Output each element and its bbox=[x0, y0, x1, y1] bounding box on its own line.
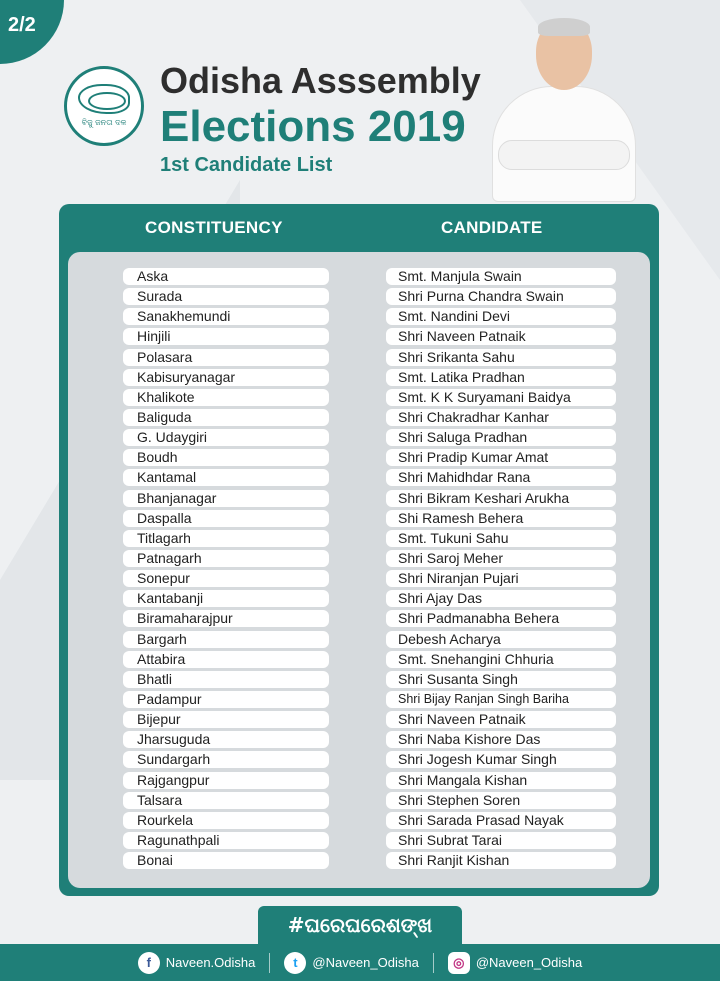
column-header-candidate: CANDIDATE bbox=[441, 218, 543, 237]
constituency-cell: Talsara bbox=[123, 792, 329, 809]
candidate-cell: Smt. Snehangini Chhuria bbox=[386, 651, 616, 668]
constituency-cell: Biramaharajpur bbox=[123, 610, 329, 627]
constituency-cell: Boudh bbox=[123, 449, 329, 466]
twitter-icon: t bbox=[284, 952, 306, 974]
candidate-cell: Shri Saluga Pradhan bbox=[386, 429, 616, 446]
candidate-cell: Shri Niranjan Pujari bbox=[386, 570, 616, 587]
candidate-cell: Shri Purna Chandra Swain bbox=[386, 288, 616, 305]
candidate-cell: Smt. Tukuni Sahu bbox=[386, 530, 616, 547]
candidate-cell: Shri Naveen Patnaik bbox=[386, 711, 616, 728]
constituency-cell: Sanakhemundi bbox=[123, 308, 329, 325]
candidate-table bbox=[59, 204, 659, 896]
constituency-cell: Jharsuguda bbox=[123, 731, 329, 748]
party-logo bbox=[64, 66, 144, 146]
candidate-cell: Debesh Acharya bbox=[386, 631, 616, 648]
column-header-constituency: CONSTITUENCY bbox=[145, 218, 283, 237]
constituency-cell: Polasara bbox=[123, 349, 329, 366]
hashtag-banner: #ଘରେଘରେଶଙ୍ଖ bbox=[258, 906, 462, 944]
facebook-handle: Naveen.Odisha bbox=[165, 955, 256, 970]
constituency-cell: Titlagarh bbox=[123, 530, 329, 547]
table-body bbox=[68, 252, 650, 888]
constituency-cell: Patnagarh bbox=[123, 550, 329, 567]
candidate-cell: Shri Mahidhdar Rana bbox=[386, 469, 616, 486]
candidate-cell: Shri Jogesh Kumar Singh bbox=[386, 751, 616, 768]
constituency-cell: Rourkela bbox=[123, 812, 329, 829]
constituency-cell: Khalikote bbox=[123, 389, 329, 406]
constituency-cell: Baliguda bbox=[123, 409, 329, 426]
constituency-cell: Bijepur bbox=[123, 711, 329, 728]
logo-text: ବିଜୁ ଜନତା ଦଳ bbox=[81, 118, 127, 127]
constituency-cell: Surada bbox=[123, 288, 329, 305]
facebook-icon: f bbox=[138, 952, 160, 974]
candidate-cell: Shri Srikanta Sahu bbox=[386, 349, 616, 366]
candidate-cell: Smt. Manjula Swain bbox=[386, 268, 616, 285]
candidate-cell: Shri Naba Kishore Das bbox=[386, 731, 616, 748]
constituency-cell: Attabira bbox=[123, 651, 329, 668]
constituency-cell: Sonepur bbox=[123, 570, 329, 587]
constituency-cell: Bhanjanagar bbox=[123, 490, 329, 507]
constituency-cell: Sundargarh bbox=[123, 751, 329, 768]
constituency-cell: Hinjili bbox=[123, 328, 329, 345]
divider bbox=[269, 953, 270, 973]
candidate-cell: Shri Saroj Meher bbox=[386, 550, 616, 567]
conch-icon bbox=[78, 84, 130, 114]
constituency-cell: Padampur bbox=[123, 691, 329, 708]
candidate-cell: Shri Mangala Kishan bbox=[386, 772, 616, 789]
candidate-cell: Shi Ramesh Behera bbox=[386, 510, 616, 527]
divider bbox=[433, 953, 434, 973]
constituency-list bbox=[123, 268, 329, 872]
constituency-cell: Bhatli bbox=[123, 671, 329, 688]
constituency-cell: Aska bbox=[123, 268, 329, 285]
candidate-cell: Shri Naveen Patnaik bbox=[386, 328, 616, 345]
social-footer bbox=[0, 944, 720, 981]
candidate-cell: Shri Susanta Singh bbox=[386, 671, 616, 688]
candidate-cell: Shri Pradip Kumar Amat bbox=[386, 449, 616, 466]
constituency-cell: Ragunathpali bbox=[123, 832, 329, 849]
candidate-cell: Shri Subrat Tarai bbox=[386, 832, 616, 849]
constituency-cell: Daspalla bbox=[123, 510, 329, 527]
instagram-handle: @Naveen_Odisha bbox=[475, 955, 583, 970]
twitter-handle: @Naveen_Odisha bbox=[312, 955, 419, 970]
instagram-icon: ◎ bbox=[448, 952, 470, 974]
instagram-link[interactable] bbox=[448, 952, 582, 974]
candidate-cell: Shri Sarada Prasad Nayak bbox=[386, 812, 616, 829]
title-line-1: Odisha Asssembly bbox=[160, 60, 481, 101]
candidate-cell: Shri Padmanabha Behera bbox=[386, 610, 616, 627]
candidate-cell: Smt. Latika Pradhan bbox=[386, 369, 616, 386]
constituency-cell: Bargarh bbox=[123, 631, 329, 648]
constituency-cell: Bonai bbox=[123, 852, 329, 869]
constituency-cell: Kabisuryanagar bbox=[123, 369, 329, 386]
constituency-cell: G. Udaygiri bbox=[123, 429, 329, 446]
page-badge: 2/2 bbox=[0, 0, 64, 64]
candidate-cell: Shri Bikram Keshari Arukha bbox=[386, 490, 616, 507]
title-subtitle: 1st Candidate List bbox=[160, 154, 333, 176]
constituency-cell: Kantamal bbox=[123, 469, 329, 486]
candidate-cell: Shri Ajay Das bbox=[386, 590, 616, 607]
candidate-cell: Shri Ranjit Kishan bbox=[386, 852, 616, 869]
facebook-link[interactable] bbox=[138, 952, 256, 974]
title-line-2: Elections 2019 bbox=[160, 102, 466, 151]
constituency-cell: Kantabanji bbox=[123, 590, 329, 607]
candidate-list bbox=[386, 268, 616, 872]
candidate-cell: Shri Bijay Ranjan Singh Bariha bbox=[386, 691, 616, 708]
candidate-cell: Shri Stephen Soren bbox=[386, 792, 616, 809]
candidate-cell: Smt. Nandini Devi bbox=[386, 308, 616, 325]
candidate-cell: Shri Chakradhar Kanhar bbox=[386, 409, 616, 426]
twitter-link[interactable] bbox=[284, 952, 418, 974]
candidate-cell: Smt. K K Suryamani Baidya bbox=[386, 389, 616, 406]
constituency-cell: Rajgangpur bbox=[123, 772, 329, 789]
leader-photo bbox=[484, 14, 644, 202]
